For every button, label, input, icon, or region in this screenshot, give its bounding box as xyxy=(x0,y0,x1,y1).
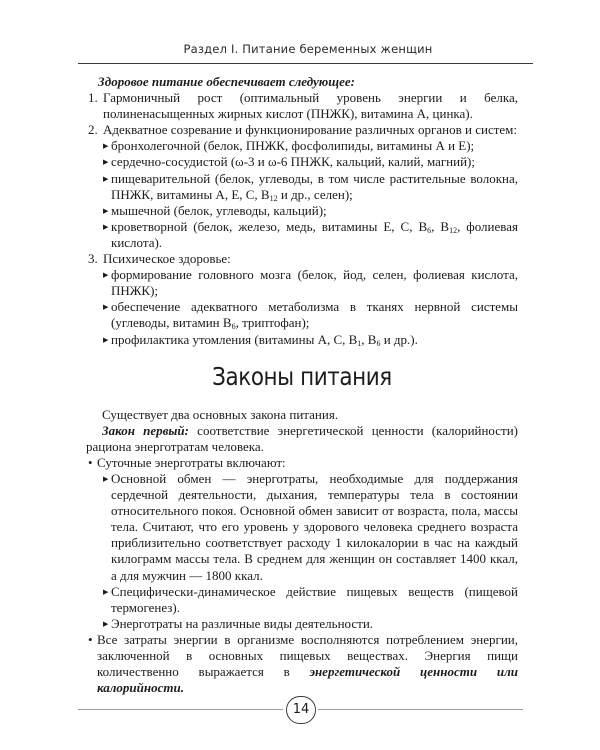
page-body xyxy=(86,74,518,696)
header-rule xyxy=(78,63,533,64)
bullet-text: Суточные энерготраты включают: xyxy=(97,454,286,470)
sub-item-thermogenesis xyxy=(86,584,518,616)
triangle-bullet-icon: ▶ xyxy=(103,271,109,280)
footer-rule-left xyxy=(78,709,283,710)
triangle-bullet-icon: ▶ xyxy=(103,158,109,167)
paragraph-intro: Существует два основных закона питания. xyxy=(102,406,339,422)
sub-item-text: пищеварительной (белок, углеводы, в том числе растительные волокна, ПНЖК, витамины А, Е, С, $В_{12}$ и др., селен); xyxy=(111,170,518,203)
sub-item-muscular xyxy=(86,203,518,219)
sub-item-text: сердечно-сосудистой (ω-3 и ω-6 ПНЖК, кальций, калий, магний); xyxy=(111,154,475,170)
running-header: Раздел I. Питание беременных женщин xyxy=(183,42,433,56)
sub-item-text: Энерготраты на различные виды деятельности. xyxy=(111,615,374,631)
triangle-bullet-icon: ▶ xyxy=(103,474,109,483)
triangle-bullet-icon: ▶ xyxy=(103,335,109,344)
bullet-text: Все затраты энергии в организме восполняются потреблением энергии, заключенной в основных пищевых веществах. Энергия пищи количественно выражается в энергетической ценности или калорийности. xyxy=(97,631,518,696)
sub-item-text: профилактика утомления (витамины А, С, $В_1$, $В_6$ и др.). xyxy=(111,331,418,348)
sub-item-cardiovascular xyxy=(86,154,518,170)
sub-item-text: бронхолегочной (белок, ПНЖК, фосфолипиды, витамины А и Е); xyxy=(111,138,475,154)
sub-item-fatigue xyxy=(86,332,518,348)
sub-item-digestive xyxy=(86,171,518,203)
triangle-bullet-icon: ▶ xyxy=(103,619,109,628)
page-number: 14 xyxy=(286,696,316,724)
sub-item-hematopoietic xyxy=(86,219,518,251)
item-text: Психическое здоровье: xyxy=(103,251,231,267)
sub-item-text: Специфически-динамическое действие пищевых веществ (пищевой термогенез). xyxy=(111,583,518,615)
law-one-text: соответствие энергетической ценности (калорийности) рациона энерготратам человека. xyxy=(86,422,518,454)
numbered-item-3 xyxy=(86,251,518,267)
sub-item-bronchopulmonary xyxy=(86,138,518,154)
sub-item-basal-metabolism xyxy=(86,471,518,584)
paragraph-law-one xyxy=(86,423,518,455)
sub-item-brain xyxy=(86,267,518,299)
sub-item-metabolism xyxy=(86,299,518,331)
section-title: Законы питания xyxy=(212,361,392,391)
triangle-bullet-icon: ▶ xyxy=(103,142,109,151)
item-text: Адекватное созревание и функционирование различных органов и систем: xyxy=(103,122,518,138)
sub-item-text: мышечной (белок, углеводы, кальций); xyxy=(111,202,327,218)
bullet-dot-icon: • xyxy=(88,454,93,470)
triangle-bullet-icon: ▶ xyxy=(103,587,109,596)
numbered-item-2 xyxy=(86,122,518,138)
item-number: 1. xyxy=(88,90,98,106)
bullet-dot-icon: • xyxy=(88,631,93,647)
intro-lead: Здоровое питание обеспечивает следующее: xyxy=(98,74,355,89)
footer-rule-right xyxy=(318,709,523,710)
numbered-item-1 xyxy=(86,90,518,122)
bullet-daily-expenditure xyxy=(86,455,518,471)
sub-item-text: кроветворной (белок, железо, медь, витамины Е, С, $В_6$, $В_{12}$, фолиевая кислота). xyxy=(111,218,518,250)
sub-item-activity xyxy=(86,616,518,632)
page-footer xyxy=(0,696,600,724)
law-one-label: Закон первый: xyxy=(102,422,189,438)
item-number: 2. xyxy=(88,122,98,138)
triangle-bullet-icon: ▶ xyxy=(103,222,109,231)
sub-item-text: обеспечение адекватного метаболизма в тканях нервной системы (углеводы, витамин $В_6$, триптофан); xyxy=(111,299,518,332)
sub-item-text: Основной обмен — энерготраты, необходимые для поддержания сердечной деятельности, дыхания, температуры тела в состоянии относительного покоя. Основной обмен зависит от возраста, пола, массы тела. Считают, что его уровень у здорового человека среднего возраста приблизительно соответствует расходу 1 килокалории в час на каждый килограмм массы тела. В среднем для женщин он составляет 1400 ккал, а для мужчин — 1800 ккал. xyxy=(111,470,518,583)
item-number: 3. xyxy=(88,251,98,267)
triangle-bullet-icon: ▶ xyxy=(103,206,109,215)
triangle-bullet-icon: ▶ xyxy=(103,303,109,312)
bullet-energy-replenish xyxy=(86,632,518,696)
sub-item-text: формирование головного мозга (белок, йод, селен, фолиевая кислота, ПНЖК); xyxy=(111,267,518,299)
item-text: Гармоничный рост (оптимальный уровень энергии и белка, полиненасыщенных жирных кислот (ПНЖК), витамина А, цинка). xyxy=(103,90,518,122)
emphasis-calorie: энергетической ценности или калорийности. xyxy=(97,664,518,696)
triangle-bullet-icon: ▶ xyxy=(103,174,109,183)
